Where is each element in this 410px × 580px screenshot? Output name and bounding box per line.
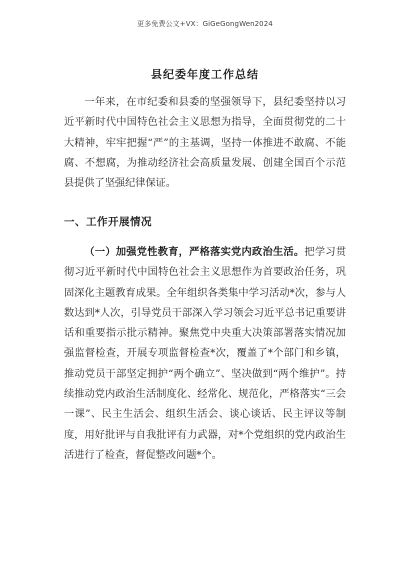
section-1-item-1-paragraph [64, 243, 346, 466]
section-heading-1: 一、工作开展情况 [64, 216, 152, 228]
item-1-body-text: 把学习贯彻习近平新时代中国特色社会主义思想作为首要政治任务，巩固深化主题教育成果。全年组织各类集中学习活动*次，参与人数达到*人次，引导党员干部深入学习领会习近平总书记重要讲话和重要指示批示精神。聚焦党中央重大决策部署落实情况加强监督检查，开展专项监督检查*次，覆盖了*个部门和乡镇，推动党员干部坚定拥护“两个确立”、坚决做到“两个维护”。持续推动党内政治生活制度化、经常化、规范化，严格落实“三会一课”、民主生活会、组织生活会、谈心谈话、民主评议等制度，用好批评与自我批评有力武器，对*个党组织的党内政治生活进行了检查，督促整改问题*个。 [64, 247, 347, 461]
header-promo-note: 更多免费公文+VX：GiGeGongWen2024 [137, 20, 273, 28]
item-1-lead-heading: （一）加强党性教育，严格落实党内政治生活。 [84, 247, 305, 258]
document-title: 县纪委年度工作总结 [151, 68, 259, 81]
intro-paragraph: 一年来，在市纪委和县委的坚强领导下，县纪委坚持以习近平新时代中国特色社会主义思想为指导，全面贯彻党的二十大精神，牢牢把握“严”的主基调，坚持一体推进不敢腐、不能腐、不想腐，为推动经济社会高质量发展、创建全国百个示范县提供了坚强纪律保证。 [64, 97, 346, 190]
